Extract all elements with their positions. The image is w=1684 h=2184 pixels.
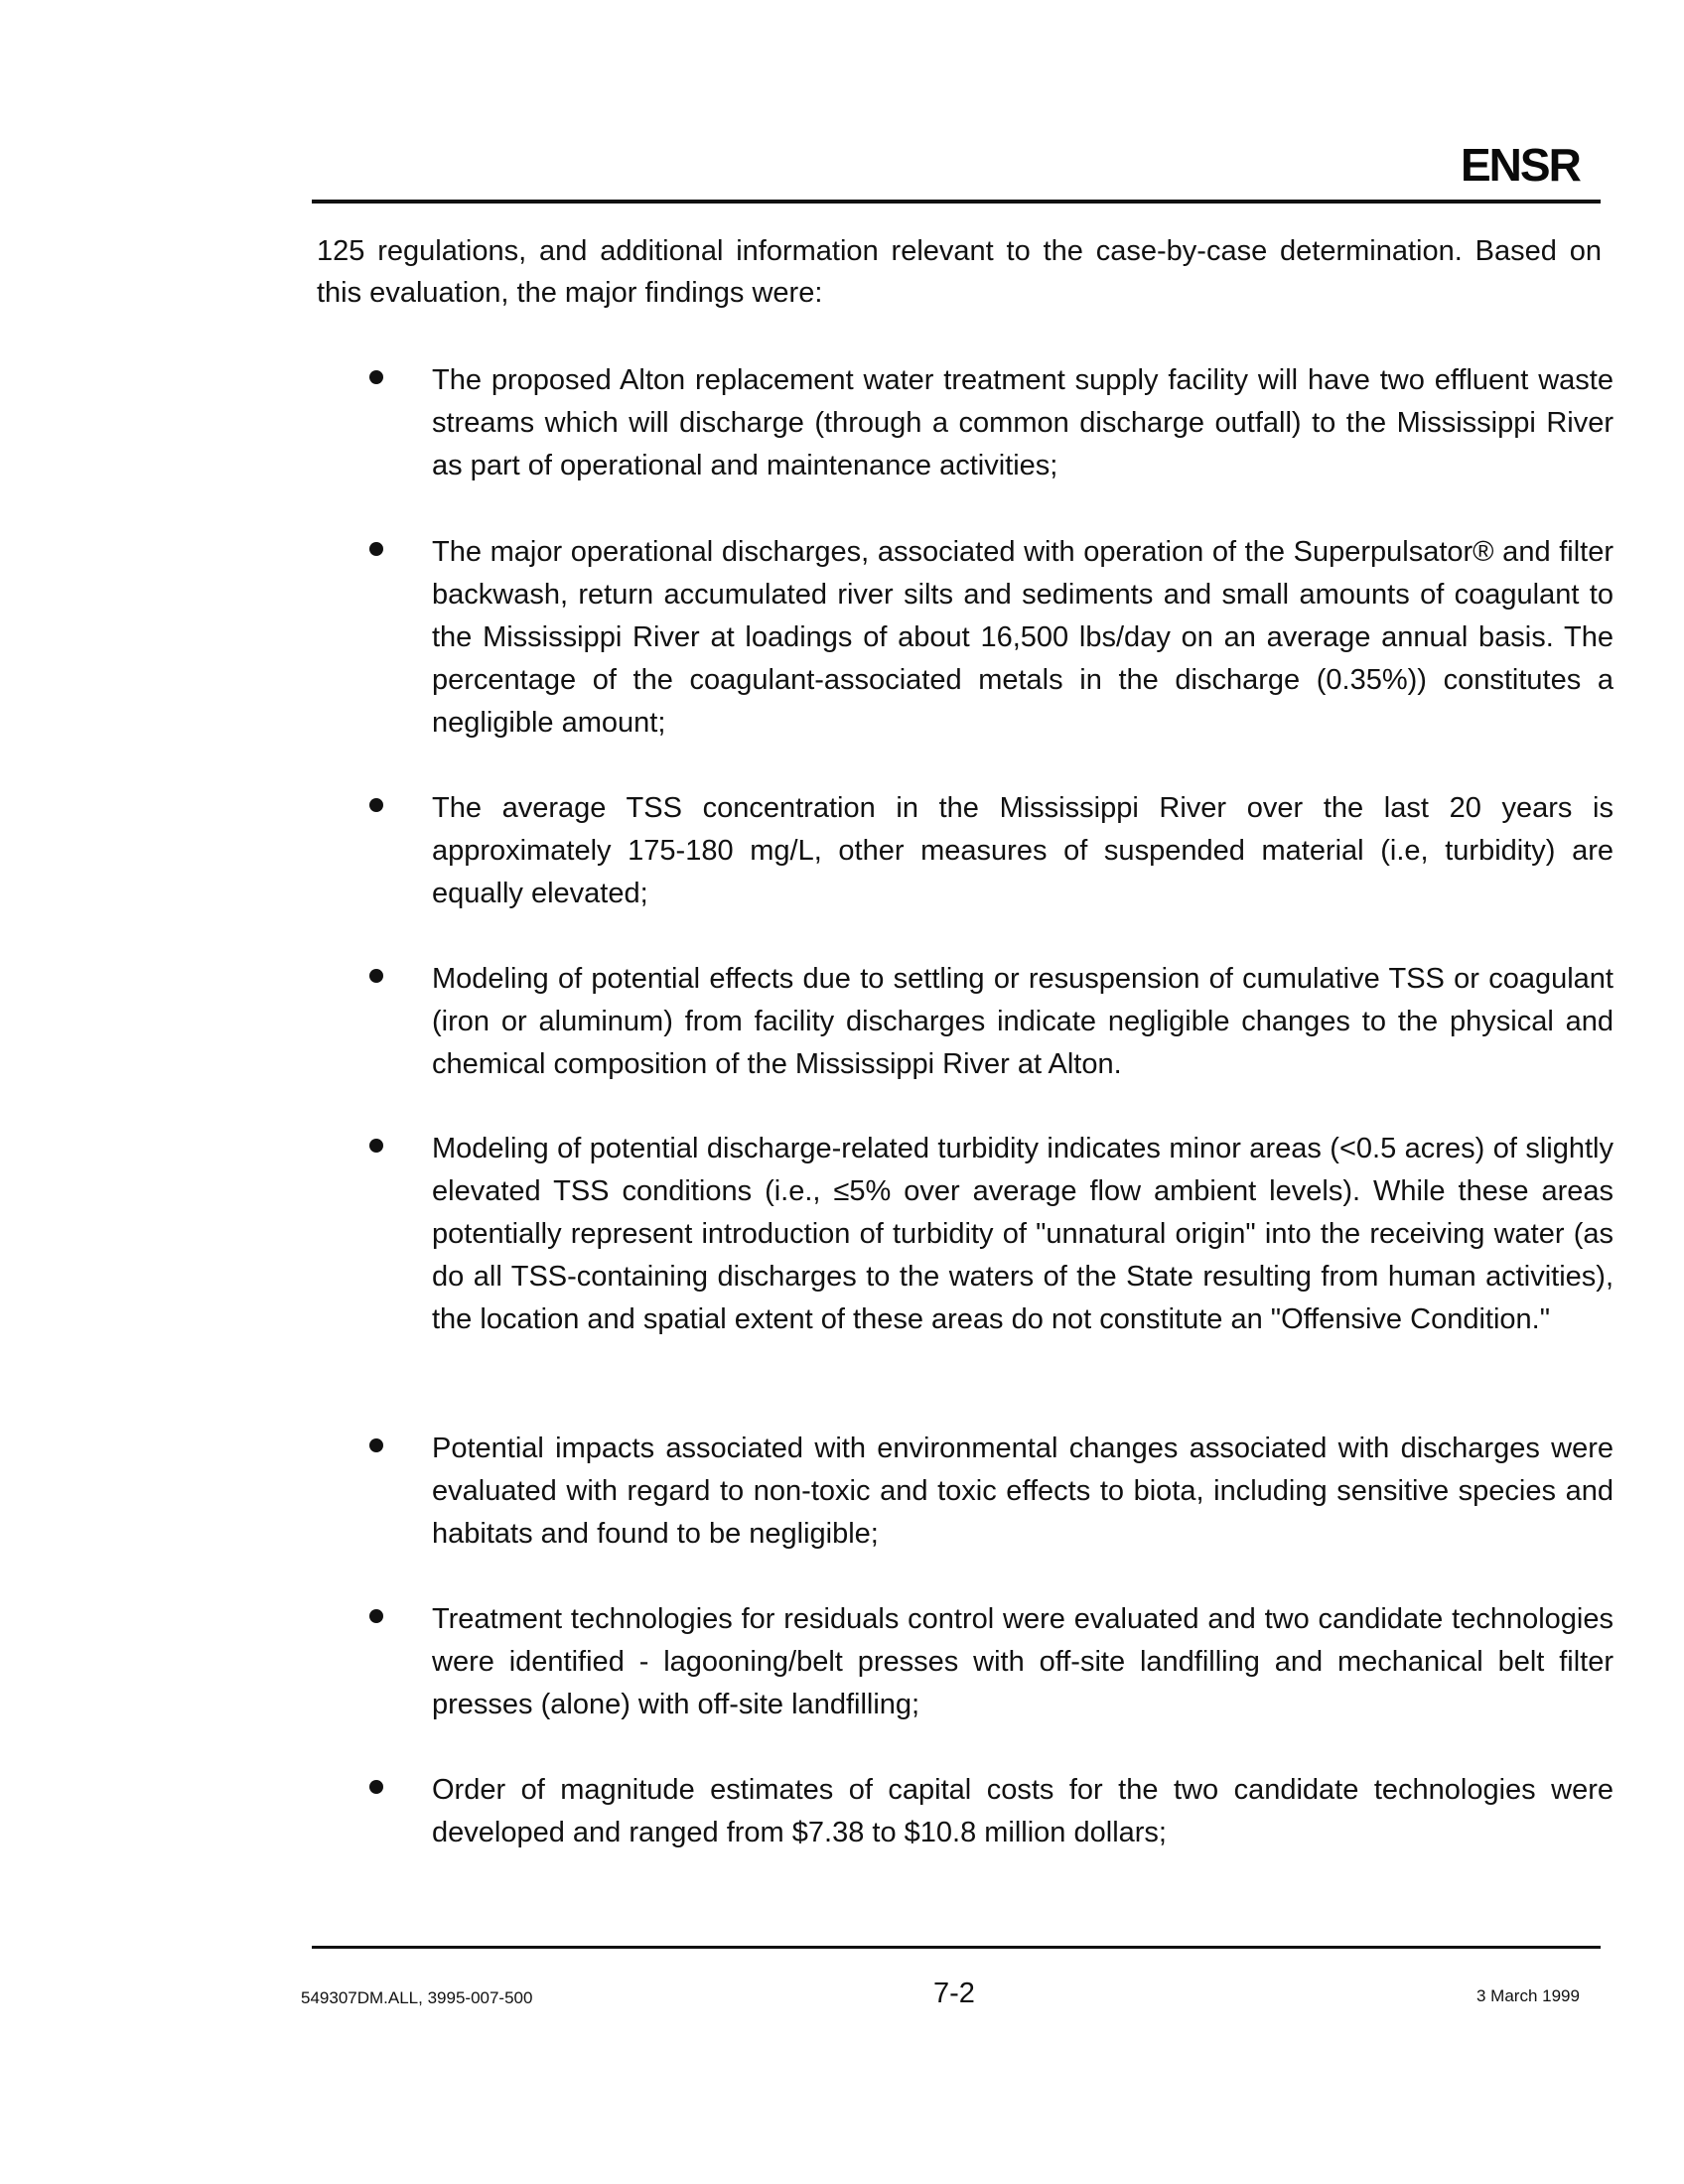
bullet-icon bbox=[369, 1780, 383, 1794]
bullet-icon bbox=[369, 798, 383, 812]
bullet-icon bbox=[369, 370, 383, 384]
footer-document-id: 549307DM.ALL, 3995-007-500 bbox=[301, 1988, 533, 2007]
finding-text: Potential impacts associated with environmental changes associated with discharges were evaluated with regard to non-toxic and toxic effects to biota, including sensitive species and habitats and found to be negligible; bbox=[432, 1433, 1614, 1550]
finding-text: Modeling of potential discharge-related turbidity indicates minor areas (<0.5 acres) of slightly elevated TSS conditions (i.e., ≤5% over average flow ambient levels). While these areas potentially represent introduction of turbidity of "unnatural origin" into the receiving water (as do all TSS-containing discharges to the waters of the State resulting from human activities), the location and spatial extent of these areas do not constitute an "Offensive Condition." bbox=[432, 1133, 1614, 1335]
intro-paragraph: 125 regulations, and additional information relevant to the case-by-case determination. Based on this evaluation, the major findings were: bbox=[317, 235, 1602, 309]
footer-rule bbox=[312, 1946, 1601, 1949]
bullet-icon bbox=[369, 969, 383, 983]
finding-text: The major operational discharges, associated with operation of the Superpulsator® and filter backwash, return accumulated river silts and sediments and small amounts of coagulant to the Mississippi River at loadings of about 16,500 lbs/day on an average annual basis. The percentage of the coagulant-associated metals in the discharge (0.35%)) constitutes a negligible amount; bbox=[432, 536, 1614, 739]
ensr-logo: ENSR bbox=[1461, 139, 1580, 191]
bullet-icon bbox=[369, 1139, 383, 1153]
footer-date: 3 March 1999 bbox=[1476, 1986, 1580, 2005]
bullet-icon bbox=[369, 1438, 383, 1452]
bullet-icon bbox=[369, 1609, 383, 1623]
page-number: 7-2 bbox=[933, 1978, 975, 2009]
bullet-icon bbox=[369, 542, 383, 556]
finding-text: The proposed Alton replacement water treatment supply facility will have two effluent waste streams which will discharge (through a common discharge outfall) to the Mississippi River as part of operational and maintenance activities; bbox=[432, 364, 1614, 481]
finding-text: Treatment technologies for residuals control were evaluated and two candidate technologies were identified - lagooning/belt presses with off-site landfilling and mechanical belt filter presses (alone) with off-site landfilling; bbox=[432, 1603, 1614, 1720]
finding-text: Order of magnitude estimates of capital costs for the two candidate technologies were developed and ranged from $7.38 to $10.8 million dollars; bbox=[432, 1774, 1614, 1848]
finding-text: The average TSS concentration in the Mississippi River over the last 20 years is approximately 175-180 mg/L, other measures of suspended material (i.e, turbidity) are equally elevated; bbox=[432, 792, 1614, 909]
finding-text: Modeling of potential effects due to settling or resuspension of cumulative TSS or coagulant (iron or aluminum) from facility discharges indicate negligible changes to the physical and chemical composition of the Mississippi River at Alton. bbox=[432, 963, 1614, 1080]
